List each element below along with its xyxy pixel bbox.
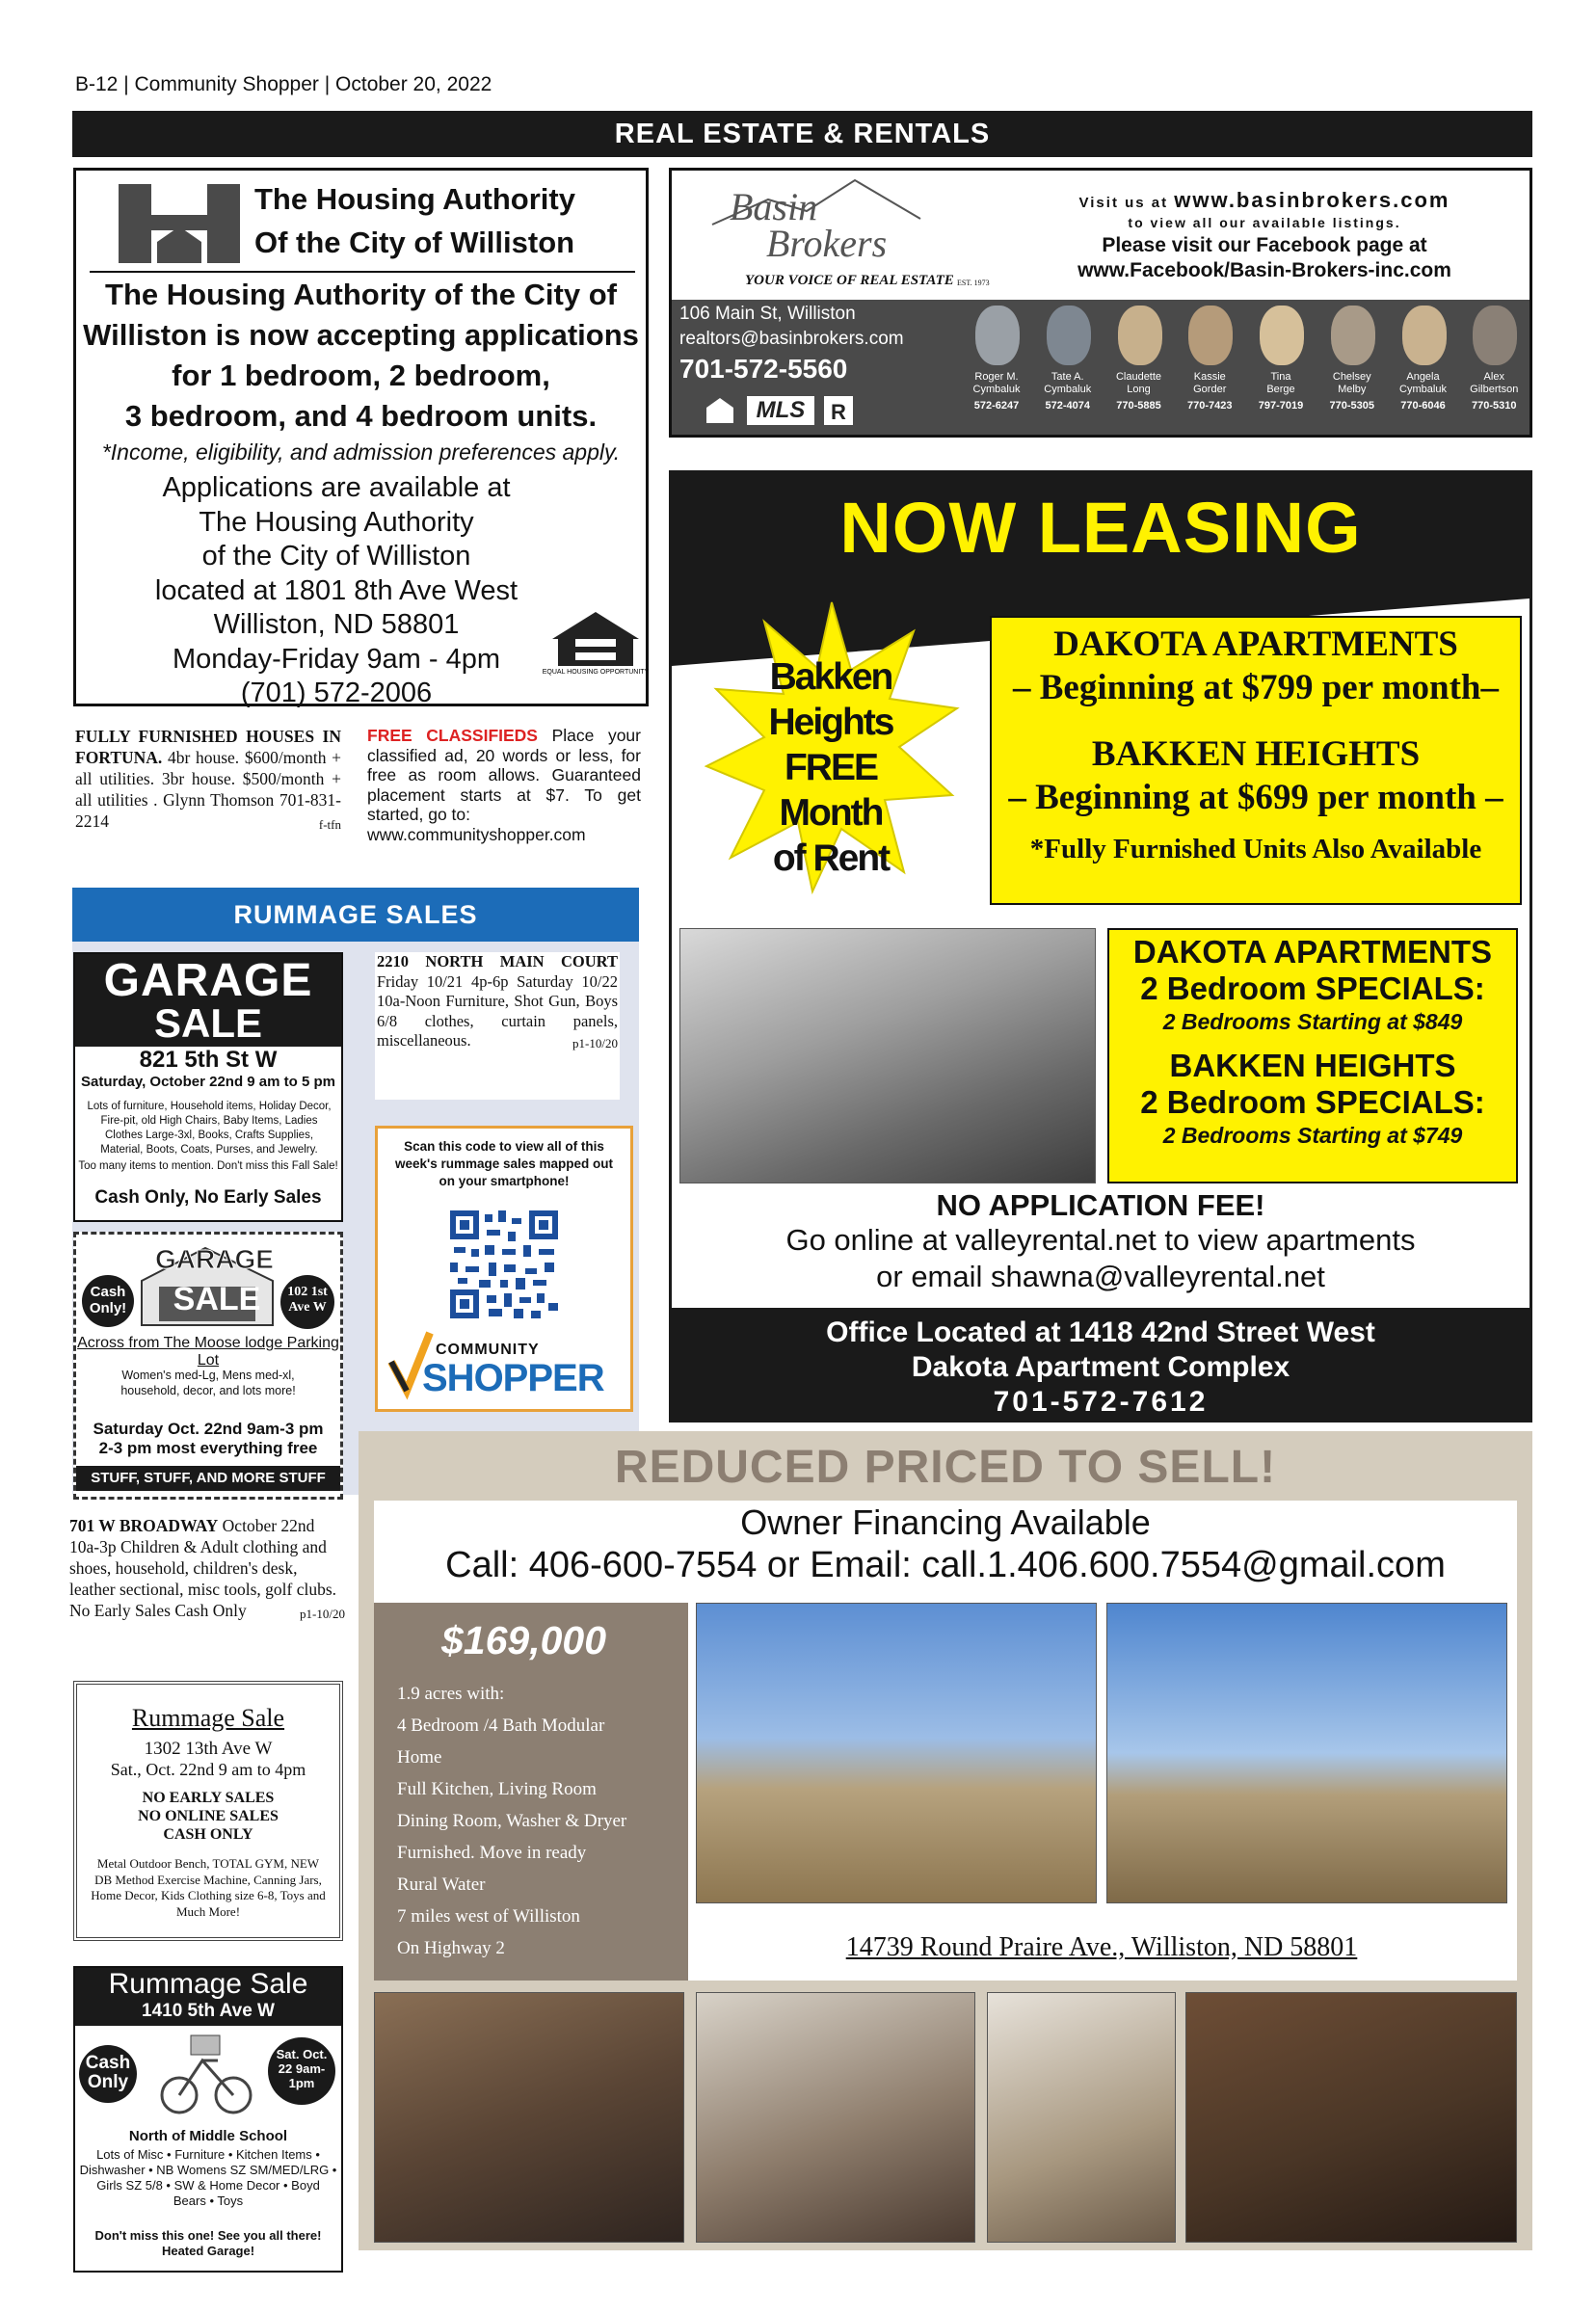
free-classifieds-url[interactable]: www.communityshopper.com <box>367 824 586 844</box>
housing-authority-ad <box>73 168 649 706</box>
agent-list <box>961 306 1530 433</box>
agent-photo <box>1047 306 1091 365</box>
reduced-title: REDUCED PRICED TO SELL! <box>614 1442 1277 1493</box>
logo-community: COMMUNITY <box>436 1342 540 1358</box>
basin-logo-2: Brokers <box>766 222 888 265</box>
garage-sale-102 <box>73 1232 343 1500</box>
basin-view: to view all our available listings. <box>1128 215 1401 230</box>
basin-phone[interactable]: 701-572-5560 <box>679 354 848 384</box>
r1410-location: North of Middle School <box>128 2128 288 2144</box>
contact-line[interactable]: Call: 406-600-7554 or Email: call.1.406.600.7554@gmail.com <box>445 1545 1446 1585</box>
garage2-location: Across from The Moose lodge Parking Lot <box>77 1335 339 1369</box>
basin-email[interactable]: realtors@basinbrokers.com <box>679 329 904 349</box>
starburst-text: Bakken Heights FREE Month of Rent <box>768 656 893 879</box>
basin-fb2[interactable]: www.Facebook/Basin-Brokers-inc.com <box>1077 259 1451 281</box>
apartment-photo <box>679 928 1096 1183</box>
interior-photo-1 <box>374 1992 684 2243</box>
leasing-title: NOW LEASING <box>839 488 1362 568</box>
bicycle-sale-icon <box>156 2032 258 2118</box>
housing-logo-icon <box>119 184 240 263</box>
garage2-title1: GARAGE <box>155 1244 274 1274</box>
garage2-title2: SALE <box>173 1281 261 1317</box>
free-classifieds: FREE CLASSIFIEDS Place your classified ad, 20 words or less, for free as room allows. Guaranteed placement starts at $7. To get started, go to: www.communityshopper.com <box>367 726 641 844</box>
basin-fb1: Please visit our Facebook page at <box>1102 234 1427 256</box>
equal-housing-icon <box>542 610 650 679</box>
house-photo-2 <box>1106 1603 1507 1903</box>
north-main-classified: 2210 NORTH MAIN COURT Friday 10/21 4p-6p Saturday 10/22 10a-Noon Furniture, Shot Gun, Boys 6/8 clothes, curtain panels, miscellaneous. p1-10/20 <box>375 952 620 1100</box>
basin-est: EST. 1973 <box>957 279 990 287</box>
mls-logo: MLS <box>747 396 814 425</box>
fortuna-classified: FULLY FURNISHED HOUSES IN FORTUNA. 4br house. $600/month + all utilities. 3br house. $500/month + all utilities . Glynn Thomson 701-831-2214 f-tfn <box>75 727 341 832</box>
interior-photo-3 <box>987 1992 1176 2243</box>
r1410-header: Rummage Sale 1410 5th Ave W <box>75 1968 341 2026</box>
yellow-specials-box: DAKOTA APARTMENTS 2 Bedroom SPECIALS: 2 Bedrooms Starting at $849 BAKKEN HEIGHTS 2 Bedroom SPECIALS: 2 Bedrooms Starting at $749 <box>1107 928 1518 1183</box>
garage2-items: Women's med-Lg, Mens med-xl, household, decor, and lots more! <box>120 1369 296 1397</box>
agent-photo <box>1188 306 1233 365</box>
agent-card: Kassie Gorder 770-7423 <box>1174 306 1245 433</box>
qr-code-icon[interactable] <box>450 1210 558 1318</box>
no-app-fee: NO APPLICATION FEE! <box>936 1188 1265 1222</box>
r1302-date: Sat., Oct. 22nd 9 am to 4pm <box>110 1760 306 1779</box>
interior-photo-2 <box>696 1992 975 2243</box>
realtor-icon <box>824 396 853 425</box>
yellow-pricing-box: DAKOTA APARTMENTS – Beginning at $799 per month– BAKKEN HEIGHTS – Beginning at $699 per month – *Fully Furnished Units Also Available <box>990 616 1522 905</box>
agent-card: Alex Gilbertson 770-5310 <box>1458 306 1530 433</box>
agent-card: Chelsey Melby 770-5305 <box>1317 306 1388 433</box>
agent-photo <box>1402 306 1447 365</box>
agent-photo <box>1260 306 1304 365</box>
logo-shopper: SHOPPER <box>422 1357 604 1399</box>
basin-visit: Visit us at www.basinbrokers.com <box>1078 188 1450 212</box>
housing-headline: The Housing Authority of the City of Williston is now accepting applications for 1 bedroom, 2 bedroom, 3 bedroom, and 4 bedroom units. <box>83 278 639 433</box>
r1302-addr: 1302 13th Ave W <box>144 1739 273 1759</box>
leasing-online[interactable]: Go online at valleyrental.net to view apartments <box>785 1223 1416 1257</box>
broadway-classified: 701 W BROADWAY October 22nd 10a-3p Children & Adult clothing and shoes, household, children's desk, leather sectional, misc tools, golf clubs. No Early Sales Cash Only p1-10/20 <box>69 1516 345 1621</box>
folio: B-12 | Community Shopper | October 20, 2022 <box>75 73 492 95</box>
house-photo-1 <box>696 1603 1097 1903</box>
garage-date: Saturday, October 22nd 9 am to 5 pm <box>81 1074 335 1090</box>
rummage-sales-header: RUMMAGE SALES <box>72 888 639 942</box>
r1302-items: Metal Outdoor Bench, TOTAL GYM, NEW DB Method Exercise Machine, Canning Jars, Home Decor, Kids Clothing size 6-8, Toys and Much More! <box>91 1856 326 1919</box>
garage2-date: Saturday Oct. 22nd 9am-3 pm <box>93 1420 324 1438</box>
garage-sale-821 <box>73 952 343 1222</box>
section-banner: REAL ESTATE & RENTALS <box>72 111 1532 157</box>
agent-card: Tina Berge 797-7019 <box>1245 306 1317 433</box>
features-list: 1.9 acres with: 4 Bedroom /4 Bath Modular Home Full Kitchen, Living Room Dining Room, Washer & Dryer Furnished. Move in ready Rural Water 7 miles west of Williston On Highway 2 <box>397 1684 627 1958</box>
qr-text: Scan this code to view all of this week's rummage sales mapped out on your smartphone! <box>394 1139 614 1188</box>
garage2-free: 2-3 pm most everything free <box>98 1439 318 1457</box>
garage-address: 821 5th St W <box>139 1047 278 1073</box>
svg-text:EQUAL HOUSING OPPORTUNITY: EQUAL HOUSING OPPORTUNITY <box>542 669 650 676</box>
housing-org-line2: Of the City of Williston <box>254 226 575 259</box>
housing-body: Applications are available at The Housing Authority of the City of Williston located at 1801 8th Ave West Williston, ND 58801 Monday-Friday 9am - 4pm (701) 572-2006 <box>154 472 519 708</box>
basin-logo-1: Basin <box>730 185 818 228</box>
housing-org-line1: The Housing Authority <box>254 182 575 216</box>
equal-housing-small-icon <box>705 396 735 425</box>
garage-items: Lots of furniture, Household items, Holiday Decor, Fire-pit, old High Chairs, Baby Items, Ladies Clothes Large-3xl, Books, Crafts Supplies, Material, Boots, Coats, Purses, and Jewelry. <box>87 1101 332 1156</box>
price: $169,000 <box>441 1618 607 1662</box>
agent-card: Tate A. Cymbaluk 572-4074 <box>1032 306 1104 433</box>
garage-title-block: GARAGE SALE <box>75 954 341 1047</box>
leasing-email[interactable]: or email shawna@valleyrental.net <box>876 1260 1325 1293</box>
property-address: 14739 Round Praire Ave., Williston, ND 58801 <box>845 1932 1358 1962</box>
reduced-price-ad <box>359 1431 1532 2250</box>
garage-more: Too many items to mention. Don't miss this Fall Sale! <box>78 1160 338 1172</box>
address-badge: 102 1st Ave W <box>280 1275 334 1329</box>
garage-cash: Cash Only, No Early Sales <box>94 1187 322 1208</box>
r1410-end: Don't miss this one! See you all there! Heated Garage! <box>94 2228 322 2258</box>
interior-photo-4 <box>1185 1992 1517 2243</box>
agent-card: Angela Cymbaluk 770-6046 <box>1388 306 1459 433</box>
r1302-title: Rummage Sale <box>131 1704 285 1732</box>
agent-photo <box>1331 306 1375 365</box>
agent-photo <box>975 306 1020 365</box>
agent-card: Roger M. Cymbaluk 572-6247 <box>961 306 1032 433</box>
owner-financing: Owner Financing Available <box>740 1502 1151 1542</box>
cash-only-badge: Cash Only! <box>82 1275 134 1327</box>
divider <box>90 271 635 273</box>
qr-ad <box>375 1126 633 1412</box>
r1410-items: Lots of Misc • Furniture • Kitchen Items • Dishwasher • NB Womens SZ SM/MED/LRG • Girls SZ 5/8 • SW & Home Decor • Boyd Bears • Toys <box>79 2147 337 2208</box>
housing-note: *Income, eligibility, and admission preferences apply. <box>101 439 621 465</box>
agent-photo <box>1118 306 1162 365</box>
r1410-cash-badge: Cash Only <box>79 2045 137 2103</box>
basin-tagline: YOUR VOICE OF REAL ESTATE <box>745 273 954 288</box>
agent-photo <box>1473 306 1517 365</box>
rummage-1302 <box>73 1681 343 1941</box>
basin-brokers-ad <box>669 168 1532 438</box>
garage2-stuff-banner: STUFF, STUFF, AND MORE STUFF <box>76 1466 340 1491</box>
basin-address: 106 Main St, Williston <box>679 304 856 324</box>
agent-card: Claudette Long 770-5885 <box>1104 306 1175 433</box>
leasing-office: Office Located at 1418 42nd Street West Dakota Apartment Complex 701-572-7612 <box>672 1308 1530 1420</box>
svg-text:R: R <box>831 400 846 424</box>
r1302-rules: NO EARLY SALES NO ONLINE SALES CASH ONLY <box>138 1790 279 1843</box>
rummage-1410 <box>73 1966 343 2273</box>
r1410-date-badge: Sat. Oct. 22 9am-1pm <box>268 2037 335 2105</box>
now-leasing-ad <box>669 470 1532 1422</box>
